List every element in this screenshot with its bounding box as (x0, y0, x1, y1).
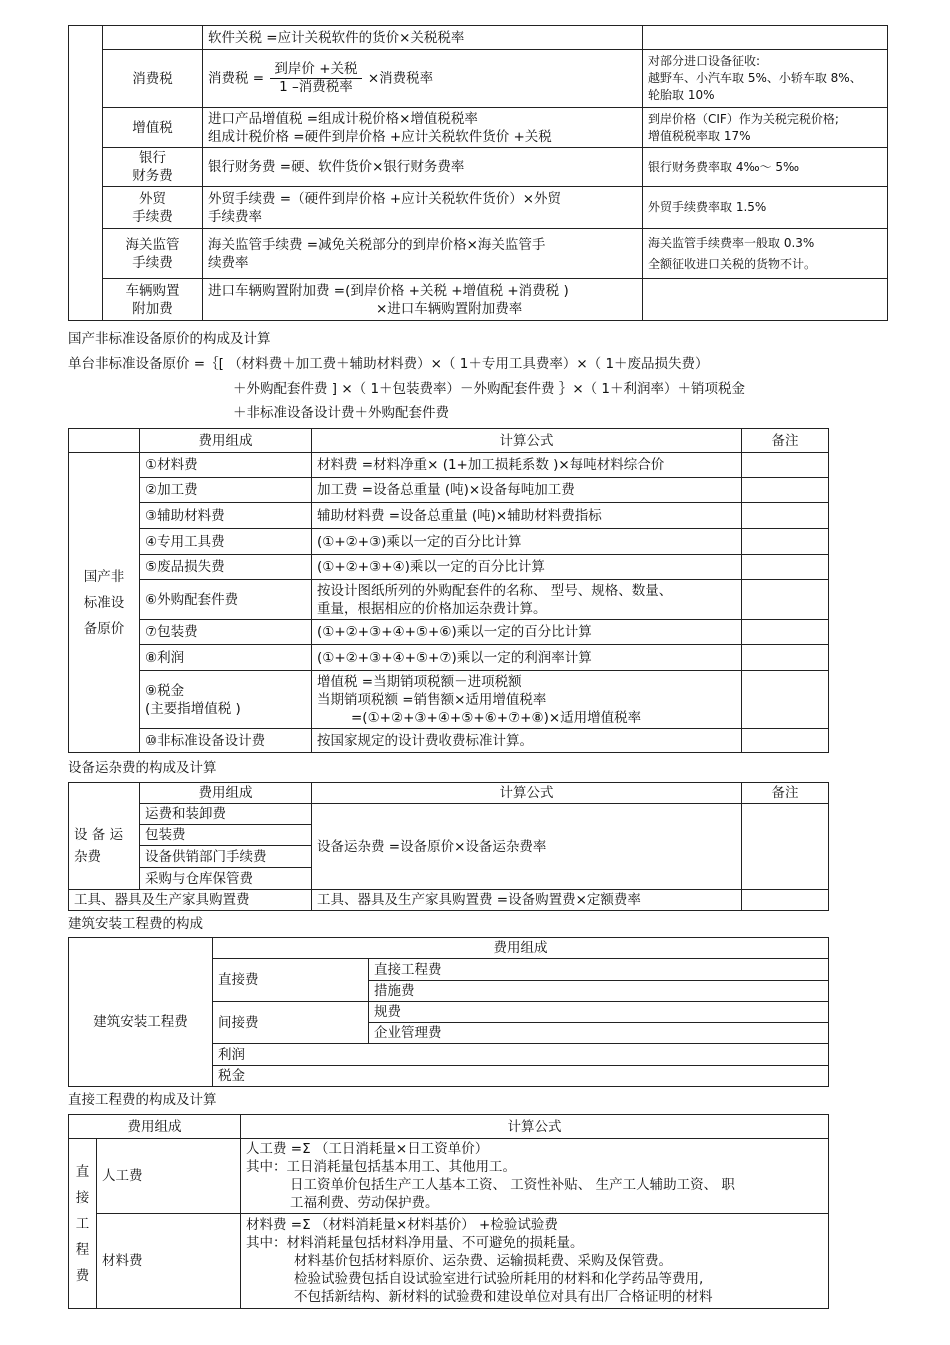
cost-remark (742, 671, 829, 729)
software-duty-note (643, 26, 888, 50)
item-line: (主要指增值税 ) (145, 700, 241, 717)
cost-item: ④专用工具费 (140, 529, 312, 555)
header-remark: 备注 (742, 783, 829, 804)
cost-item: ②加工费 (140, 478, 312, 503)
cost-remark (742, 729, 829, 753)
import-tax-table (68, 25, 888, 321)
label-line: 银行 (139, 150, 166, 166)
cost-formula: 加工费 =设备总重量 (吨)×设备每吨加工费 (312, 478, 742, 503)
cost-formula: (①+②+③+④+⑤+⑥)乘以一定的百分比计算 (312, 620, 742, 645)
cost-remark (742, 503, 829, 529)
import-tax-group-cell (69, 26, 103, 321)
vehicle-fee-note (643, 279, 888, 321)
formula-line: 组成计税价格 =硬件到岸价格 +应计关税软件货价 +关税 (208, 128, 552, 145)
formula-line: 增值税 =当期销项税额－进项税额 (317, 673, 522, 690)
header-formula: 计算公式 (312, 429, 742, 453)
vehicle-fee-formula (203, 279, 643, 321)
indirect-cost-item: 企业管理费 (369, 1023, 829, 1044)
material-cost-formula (241, 1214, 829, 1309)
tools-label: 工具、器具及生产家具购置费 (69, 890, 312, 911)
direct-cost-item: 措施费 (369, 981, 829, 1002)
cost-remark (742, 580, 829, 620)
cost-remark (742, 620, 829, 645)
header-formula: 计算公式 (312, 783, 742, 804)
formula-line: =(①+②+③+④+⑤+⑥+⑦+⑧)×适用增值税率 (351, 709, 642, 726)
note-line: 全额征收进口关税的货物不计。 (648, 256, 817, 271)
cost-item: ⑤废品损失费 (140, 555, 312, 580)
cost-formula: 辅助材料费 =设备总重量 (吨)×辅助材料费指标 (312, 503, 742, 529)
note-line: 轮胎取 10% (648, 88, 715, 102)
note-line: 海关监管手续费率一般取 0.3% (648, 235, 815, 250)
formula-line: 按设计图纸所列的外购配套件的名称、 型号、规格、数量、 (317, 582, 673, 599)
formula-line: 当期销项税额 =销售额×适用增值税率 (317, 691, 547, 708)
section-title-freight: 设备运杂费的构成及计算 (68, 760, 217, 776)
formula-line: 材料基价包括材料原价、运杂费、运输损耗费、采购及保管费。 (294, 1253, 672, 1269)
tax-label: 税金 (213, 1066, 829, 1087)
vehicle-fee-label (103, 279, 203, 321)
nonstandard-formula-line-2: ＋外购配套件费 ] ×（ 1＋包装费率）－外购配套件费 ｝×（ 1＋利润率）＋销项税金 (233, 381, 746, 397)
label-char: 工 (75, 1215, 90, 1232)
formula-line: 不包括新结构、新材料的试验费和建设单位对具有出厂合格证明的材料 (294, 1289, 713, 1305)
cost-formula: 按国家规定的设计费收费标准计算。 (312, 729, 742, 753)
header-composition: 费用组成 (69, 1115, 241, 1139)
cost-remark (742, 555, 829, 580)
indirect-cost-label: 间接费 (213, 1002, 369, 1044)
label-line: 车辆购置 (125, 282, 180, 299)
indirect-cost-item: 规费 (369, 1002, 829, 1023)
note-line: 对部分进口设备征收: (648, 54, 761, 68)
section-title-nonstandard: 国产非标准设备原价的构成及计算 (68, 331, 271, 347)
header-composition: 费用组成 (140, 783, 312, 804)
profit-label: 利润 (213, 1044, 829, 1066)
note-line: 越野车、小汽车取 5%、小轿车取 8%、 (648, 71, 862, 85)
formula-line: 检验试验费包括自设试验室进行试验所耗用的材料和化学药品等费用, (294, 1271, 704, 1287)
label-line: 手续费 (132, 254, 173, 271)
trade-fee-formula (203, 187, 643, 229)
vat-formula (203, 108, 643, 148)
direct-cost-label: 直接费 (213, 959, 369, 1002)
cost-remark (742, 529, 829, 555)
cost-item: ⑩非标准设备设计费 (140, 729, 312, 753)
label-line: 外贸 (139, 190, 166, 207)
label-char: 直 (75, 1163, 90, 1180)
cost-formula: (①+②+③+④+⑤+⑦)乘以一定的利润率计算 (312, 645, 742, 671)
cost-formula: (①+②+③)乘以一定的百分比计算 (312, 529, 742, 555)
label-line: 海关监管 (125, 236, 180, 253)
formula-line: 外贸手续费 =（硬件到岸价格 +应计关税软件货价）×外贸 (208, 190, 562, 207)
label-line: 财务费 (132, 168, 173, 184)
fraction-numerator: 到岸价 +关税 (270, 61, 361, 79)
cost-remark (742, 453, 829, 478)
label-line: 国产非 (83, 568, 125, 585)
freight-item: 包装费 (140, 825, 312, 846)
label-line: 设 备 运 (74, 827, 124, 844)
cost-formula (312, 580, 742, 620)
formula-line: ×进口车辆购置附加费率 (376, 300, 523, 317)
cost-formula (312, 671, 742, 729)
bank-fee-formula: 银行财务费 =硬、软件货价×银行财务费率 (203, 148, 643, 187)
freight-group-label (69, 804, 140, 890)
construction-cost-table (68, 937, 829, 1087)
direct-engineering-table (68, 1114, 829, 1309)
formula-line: 其中：工日消耗量包括基本用工、其他用工。 (246, 1159, 516, 1175)
customs-fee-label (103, 229, 203, 279)
labor-cost-label: 人工费 (97, 1139, 241, 1214)
direct-cost-item: 直接工程费 (369, 959, 829, 981)
formula-line: 续费率 (208, 254, 249, 271)
cost-formula: 材料费 =材料净重× (1+加工损耗系数 )×每吨材料综合价 (312, 453, 742, 478)
consumption-tax-formula (203, 50, 643, 108)
cost-item: ⑥外购配套件费 (140, 580, 312, 620)
label-char: 程 (75, 1241, 90, 1258)
consumption-tax-suffix: ×消费税率 (367, 70, 434, 87)
freight-item: 设备供销部门手续费 (140, 846, 312, 868)
trade-fee-note: 外贸手续费率取 1.5% (643, 187, 888, 229)
cost-item: ③辅助材料费 (140, 503, 312, 529)
formula-line: 人工费 =Σ （工日消耗量×日工资单价） (246, 1141, 489, 1157)
material-cost-label: 材料费 (97, 1214, 241, 1309)
note-line: 到岸价格（CIF）作为关税完税价格; (648, 111, 839, 126)
consumption-tax-prefix: 消费税 = (208, 70, 265, 87)
formula-line: 日工资单价包括生产工人基本工资、 工资性补贴、 生产工人辅助工资、 职 (290, 1177, 735, 1193)
nonstandard-cost-table (68, 428, 829, 753)
nonstandard-formula-line-3: ＋非标准设备设计费＋外购配套件费 (233, 405, 449, 421)
label-line: 备原价 (83, 620, 125, 637)
formula-line: 其中：材料消耗量包括材料净用量、不可避免的损耗量。 (246, 1235, 584, 1251)
customs-fee-formula (203, 229, 643, 279)
customs-fee-note (643, 229, 888, 279)
import-tax-name-cell (103, 26, 203, 50)
software-duty-formula: 软件关税 =应计关税软件的货价×关税税率 (203, 26, 643, 50)
cost-item (140, 671, 312, 729)
direct-engineering-group-label (69, 1139, 97, 1309)
formula-line: 手续费率 (208, 208, 262, 225)
formula-line: 进口产品增值税 =组成计税价格×增值税税率 (208, 110, 478, 127)
nonstandard-group-label (69, 453, 140, 753)
formula-line: 海关监管手续费 =减免关税部分的到岸价格×海关监管手 (208, 236, 546, 253)
cost-item: ⑧利润 (140, 645, 312, 671)
item-line: ⑨税金 (145, 682, 185, 699)
vat-note (643, 108, 888, 148)
nonstandard-formula-line-1: 单台非标准设备原价 =｛[ （材料费＋加工费＋辅助材料费）×（ 1＋专用工具费率）×（ 1＋废品损失费） (68, 356, 709, 372)
cost-remark (742, 478, 829, 503)
header-empty (69, 938, 213, 959)
header-formula: 计算公式 (241, 1115, 829, 1139)
header-empty (69, 783, 140, 804)
header-composition: 费用组成 (140, 429, 312, 453)
label-line: 杂费 (74, 849, 101, 866)
tools-formula: 工具、器具及生产家具购置费 =设备购置费×定额费率 (312, 890, 742, 911)
label-char: 费 (75, 1267, 90, 1284)
cost-item: ⑦包装费 (140, 620, 312, 645)
vat-label: 增值税 (103, 108, 203, 148)
construction-root-label: 建筑安装工程费 (69, 959, 213, 1087)
tools-remark (742, 890, 829, 911)
header-composition: 费用组成 (213, 938, 829, 959)
bank-fee-label (103, 148, 203, 187)
formula-line: 进口车辆购置附加费 =(到岸价格 +关税 +增值税 +消费税 ) (208, 282, 569, 299)
cost-item: ①材料费 (140, 453, 312, 478)
formula-line: 重量，根据相应的价格加运杂费计算。 (317, 600, 547, 617)
label-line: 附加费 (132, 300, 173, 317)
cost-formula: (①+②+③+④)乘以一定的百分比计算 (312, 555, 742, 580)
header-empty (69, 429, 140, 453)
label-line: 手续费 (132, 208, 173, 225)
label-line: 标准设 (83, 594, 125, 611)
note-line: 增值税税率取 17% (648, 128, 751, 143)
labor-cost-formula (241, 1139, 829, 1214)
cost-remark (742, 645, 829, 671)
freight-item: 采购与仓库保管费 (140, 868, 312, 890)
consumption-tax-fraction (270, 61, 361, 96)
consumption-tax-note (643, 50, 888, 108)
bank-fee-note: 银行财务费率取 4‰～ 5‰ (643, 148, 888, 187)
fraction-denominator: 1 –消费税率 (279, 79, 353, 95)
freight-item: 运费和装卸费 (140, 804, 312, 825)
freight-remark (742, 804, 829, 890)
consumption-tax-label: 消费税 (103, 50, 203, 108)
freight-formula: 设备运杂费 =设备原价×设备运杂费率 (312, 804, 742, 890)
formula-line: 材料费 =Σ （材料消耗量×材料基价） +检验试验费 (246, 1217, 558, 1233)
header-remark: 备注 (742, 429, 829, 453)
trade-fee-label (103, 187, 203, 229)
formula-line: 工福利费、劳动保护费。 (290, 1195, 439, 1211)
freight-table (68, 782, 829, 911)
section-title-construction: 建筑安装工程费的构成 (68, 916, 203, 932)
section-title-direct-engineering: 直接工程费的构成及计算 (68, 1092, 217, 1108)
label-char: 接 (75, 1189, 90, 1206)
